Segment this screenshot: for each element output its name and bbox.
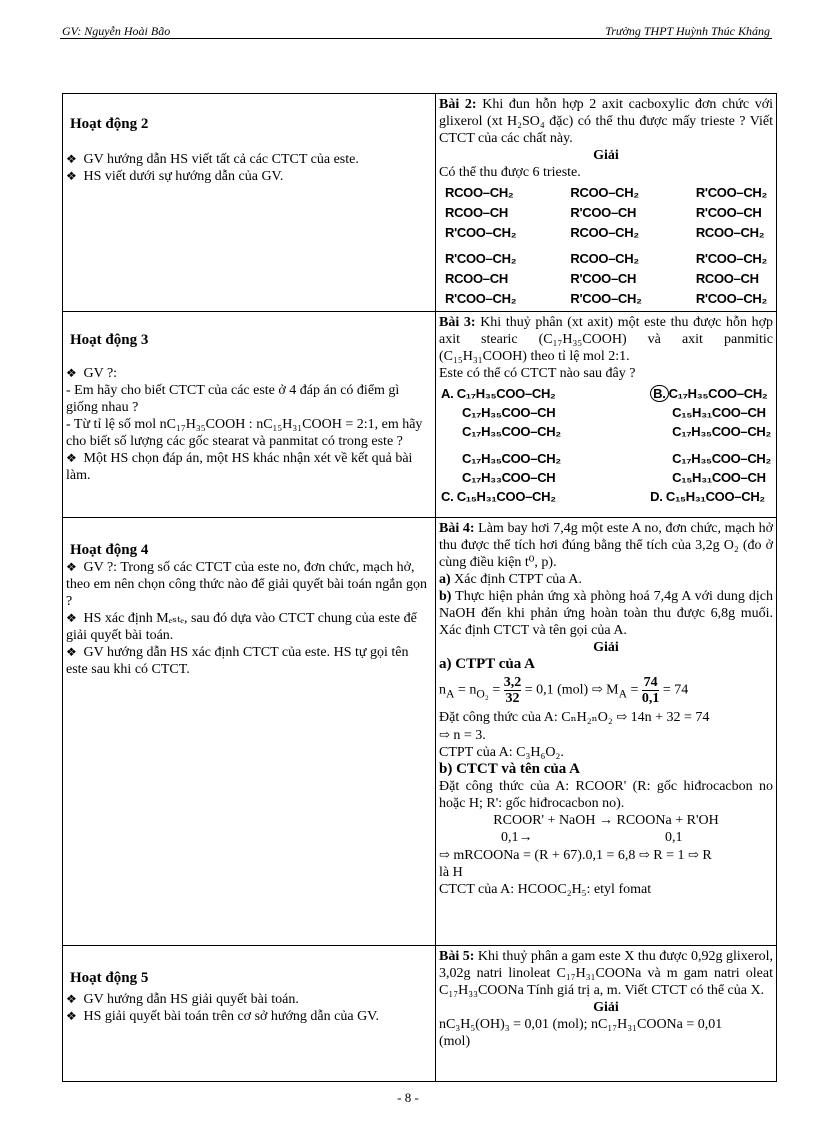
formula-line: RCOO–CH₂ [570, 251, 639, 266]
solution-line [439, 708, 773, 726]
formula-line: RCOO–CH [445, 205, 508, 220]
table-row [63, 312, 777, 518]
formula-column [696, 183, 767, 309]
solution-line [439, 726, 773, 744]
formula-line: R'COO–CH₂ [570, 291, 642, 306]
diamond-bullet-icon: ❖ [66, 1009, 77, 1023]
bullet-item [66, 1008, 432, 1025]
option-A [441, 384, 561, 441]
formula-line: RCOO–CH₂ [570, 185, 639, 200]
formula-line: R'COO–CH₂ [695, 185, 767, 200]
formula-column [570, 183, 641, 309]
formula-line: C₁₇H₃₅COO–CH [462, 405, 556, 420]
formula-line: RCOO–CH [445, 271, 508, 286]
bullet-item [66, 450, 432, 484]
bullet-text: GV hướng dẫn HS xác định CTCT của este. HS tự gọi tên este sau khi có CTCT. [66, 645, 409, 677]
equation-line [439, 675, 773, 706]
subquestion [439, 588, 773, 639]
subquestion-text: Xác định CTPT của A. [450, 572, 582, 587]
section-heading: a) CTPT của A [439, 656, 535, 672]
formula-line: R'COO–CH₂ [445, 291, 517, 306]
formula-line: C₁₅H₃₁COO–CH₂ [456, 489, 556, 504]
eq-part: = n [454, 682, 477, 698]
selected-option-label: B. [650, 385, 668, 402]
solution-line: nC₃H₅(OH)₃ = 0,01 (mol); nC₁₇H₃₁COONa = 0,01 [439, 1017, 723, 1032]
exercise-text [439, 314, 773, 365]
double-arrow-icon: ⇨ [688, 847, 699, 862]
reaction-equation: RCOOR' + NaOH → RCOONa + R'OH [493, 813, 719, 828]
formula-line: C₁₇H₃₅COO–CH₂ [462, 451, 561, 466]
exercise-body: Làm bay hơi 7,4g một este A no, đơn chức, mạch hở thu được thể tích hơi đúng bằng thể tích của 3,2g O₂ (đo ở cùng điều kiện t⁰, p). [439, 521, 774, 570]
option-D [650, 449, 771, 506]
formula-line: C₁₇H₃₅COO–CH₂ [672, 424, 771, 439]
eq-part: = 0,1 (mol) [521, 682, 592, 698]
numerator: 3,2 [503, 675, 522, 690]
solution-line: CTPT của A: C₃H₆O₂. [439, 745, 564, 760]
exercise-text [439, 96, 773, 147]
exercise-body: Khi thuỷ phân (xt axit) một este thu được hỗn hợp axit stearic (C₁₇H₃₅COOH) và axit panmitic (C₁₅H₃₁COOH) theo tỉ lệ mol 2:1. [439, 315, 774, 364]
exercise-text [439, 520, 773, 571]
formula-line: C₁₅H₃₁COO–CH [672, 470, 766, 485]
diamond-bullet-icon: ❖ [66, 611, 77, 625]
eq-part: M [602, 682, 619, 698]
eq-part: n [439, 682, 446, 698]
exercise-body: Khi đun hỗn hợp 2 axit cacboxylic đơn chức với glixerol (xt H₂SO₄ đặc) có thể thu được mấy trieste ? Viết CTCT của các chất này. [439, 97, 773, 146]
option-pair [439, 449, 773, 506]
activity-cell [63, 312, 436, 518]
question-text: - Em hãy cho biết CTCT của các este ở 4 đáp án có điểm gì giống nhau ? [66, 383, 400, 415]
eq-part: = 74 [659, 682, 689, 698]
formula-line: C₁₇H₃₅COO–CH₂ [456, 386, 556, 401]
table-row [63, 946, 777, 1082]
exercise-cell [436, 518, 777, 946]
formula-line: C₁₇H₃₃COO–CH [462, 470, 556, 485]
double-arrow-icon: ⇨ [638, 847, 650, 862]
eq-part: = [627, 682, 642, 698]
bullet-text: GV hướng dẫn HS viết tất cả các CTCT của este. [83, 152, 359, 167]
solution-line: là H [439, 865, 463, 880]
formula-line: C₁₅H₃₁COO–CH₂ [665, 489, 765, 504]
exercise-heading: Bài 5: [439, 949, 475, 964]
bullet-item [66, 151, 432, 168]
subquestion-label: b) [439, 589, 452, 604]
formula-line: R'COO–CH₂ [445, 225, 517, 240]
page-number: - 8 - [397, 1090, 419, 1105]
subquestion-label: a) [439, 572, 451, 587]
diamond-bullet-icon: ❖ [66, 152, 77, 166]
line-text: n = 3. [449, 728, 486, 743]
exercise-heading: Bài 3: [439, 315, 476, 330]
formula-line: C₁₇H₃₅COO–CH₂ [462, 424, 561, 439]
activity-cell [63, 946, 436, 1082]
bullet-item [66, 365, 432, 382]
fraction [642, 675, 660, 706]
bullet-text: Một HS chọn đáp án, một HS khác nhận xét về kết quả bài làm. [66, 451, 413, 483]
diamond-bullet-icon: ❖ [66, 366, 77, 380]
line-text: R = 1 [649, 848, 689, 863]
activity-cell [63, 518, 436, 946]
answer-text: Có thể thu được 6 trieste. [439, 165, 581, 180]
formula-grid [445, 183, 767, 309]
solution-heading: Giải [593, 148, 619, 163]
option-pair [439, 384, 773, 441]
formula-line: C₁₅H₃₁COO–CH [672, 405, 766, 420]
table-row [63, 518, 777, 946]
denominator: 0,1 [641, 691, 660, 706]
formula-line: R'COO–CH [570, 271, 637, 286]
formula-line: RCOO–CH₂ [695, 225, 765, 240]
double-arrow-icon: ⇨ [439, 847, 450, 862]
answer-options [439, 384, 773, 506]
question-text: - Từ tỉ lệ số mol nC₁₇H₃₅COOH : nC₁₅H₃₁COOH = 2:1, em hãy cho biết số lượng các gốc stearat và panmitat có trong este ? [66, 417, 423, 449]
double-arrow-icon: ⇨ [439, 727, 450, 742]
lesson-table [62, 93, 777, 1082]
subquestion [439, 571, 773, 588]
denominator: 32 [505, 691, 520, 706]
fraction [504, 675, 522, 706]
bullet-text: GV ?: Trong số các CTCT của este no, đơn chức, mạch hở, theo em nên chọn công thức nào để giải quyết bài toán ngắn gọn ? [66, 560, 427, 609]
header-school: Trường THPT Huỳnh Thúc Kháng [605, 24, 770, 38]
diamond-bullet-icon: ❖ [66, 645, 77, 659]
bullet-item [66, 168, 432, 185]
bullet-item [66, 644, 432, 678]
exercise-heading: Bài 4: [439, 521, 475, 536]
bullet-item [66, 610, 432, 644]
double-arrow-icon: ⇨ [616, 709, 628, 724]
option-label: D. [650, 489, 663, 504]
line-text: mRCOONa = (R + 67).0,1 = 6,8 [449, 848, 639, 863]
formula-line: C₁₇H₃₅COO–CH₂ [668, 386, 768, 401]
solution-heading: Giải [593, 1000, 619, 1015]
header-author: GV: Nguyễn Hoài Bão [62, 24, 171, 38]
section-heading: b) CTCT và tên của A [439, 761, 580, 777]
activity-title: Hoạt động 4 [70, 542, 149, 558]
eq-part: A [446, 687, 455, 701]
diamond-bullet-icon: ❖ [66, 560, 77, 574]
bullet-text: HS viết dưới sự hướng dẫn của GV. [83, 169, 284, 184]
bullet-text: HS xác định Mₑₛₜₑ, sau đó dựa vào CTCT chung của este để giải quyết bài toán. [66, 611, 417, 643]
option-C [441, 449, 561, 506]
line-text: R [698, 848, 712, 863]
activity-title: Hoạt động 2 [70, 116, 149, 132]
formula-line: R'COO–CH₂ [695, 291, 767, 306]
solution-line: Đặt công thức của A: RCOOR' (R: gốc hiđrocacbon no hoặc H; R': gốc hiđrocacbon no). [439, 779, 773, 811]
solution-line: (mol) [439, 1034, 471, 1049]
numerator: 74 [643, 675, 658, 690]
line-text: Đặt công thức của A: CₙH₂ₙO₂ [439, 710, 617, 725]
option-label: A. [441, 386, 454, 401]
activity-title: Hoạt động 5 [70, 970, 149, 986]
exercise-body: Khi thuỷ phân a gam este X thu được 0,92g glixerol, 3,02g natri linoleat C₁₇H₃₁COONa và m gam natri oleat C₁₇H₃₃COONa Tính giá trị a, m. Viết CTCT có thể của X. [439, 949, 774, 998]
formula-line: RCOO–CH [695, 271, 759, 286]
exercise-cell [436, 312, 777, 518]
eq-part: = [488, 682, 504, 698]
bullet-item [66, 559, 432, 610]
exercise-cell [436, 94, 777, 312]
activity-cell [63, 94, 436, 312]
activity-title: Hoạt động 3 [70, 332, 149, 348]
subquestion-text: Thực hiện phản ứng xà phòng hoá 7,4g A với dung dịch NaOH đến khi phản ứng hoàn toàn thu được 6,8g muối. Xác định CTCT và tên gọi của A. [439, 589, 773, 638]
formula-line: RCOO–CH₂ [570, 225, 639, 240]
solution-line [439, 846, 773, 864]
double-arrow-icon: ⇨ [591, 681, 603, 697]
bullet-text: GV hướng dẫn HS giải quyết bài toán. [83, 992, 299, 1007]
bullet-text: GV ?: [83, 366, 118, 381]
bullet-item [66, 991, 432, 1008]
mole-value: 0,1 [665, 830, 683, 845]
diamond-bullet-icon: ❖ [66, 992, 77, 1006]
table-row [63, 94, 777, 312]
formula-line: C₁₇H₃₅COO–CH₂ [672, 451, 771, 466]
line-text: 14n + 32 = 74 [627, 710, 710, 725]
mole-line [439, 829, 773, 846]
question-text: Este có thể có CTCT nào sau đây ? [439, 366, 636, 381]
formula-line: R'COO–CH₂ [695, 251, 767, 266]
diamond-bullet-icon: ❖ [66, 451, 77, 465]
formula-line: R'COO–CH [570, 205, 637, 220]
bullet-text: HS giải quyết bài toán trên cơ sở hướng dẫn của GV. [83, 1009, 379, 1024]
exercise-heading: Bài 2: [439, 97, 477, 112]
diamond-bullet-icon: ❖ [66, 169, 77, 183]
page-header [60, 22, 772, 39]
solution-line: CTCT của A: HCOOC₂H₅: etyl fomat [439, 882, 652, 897]
formula-column [445, 183, 516, 309]
eq-part: O₂ [476, 687, 489, 701]
formula-line: R'COO–CH [695, 205, 762, 220]
solution-heading: Giải [593, 640, 619, 655]
mole-value: 0,1→ [501, 830, 533, 845]
eq-part: A [618, 687, 627, 701]
formula-line: RCOO–CH₂ [445, 185, 514, 200]
exercise-cell [436, 946, 777, 1082]
exercise-text [439, 948, 773, 999]
option-B [650, 384, 771, 441]
formula-line: R'COO–CH₂ [445, 251, 517, 266]
option-label: C. [441, 489, 454, 504]
